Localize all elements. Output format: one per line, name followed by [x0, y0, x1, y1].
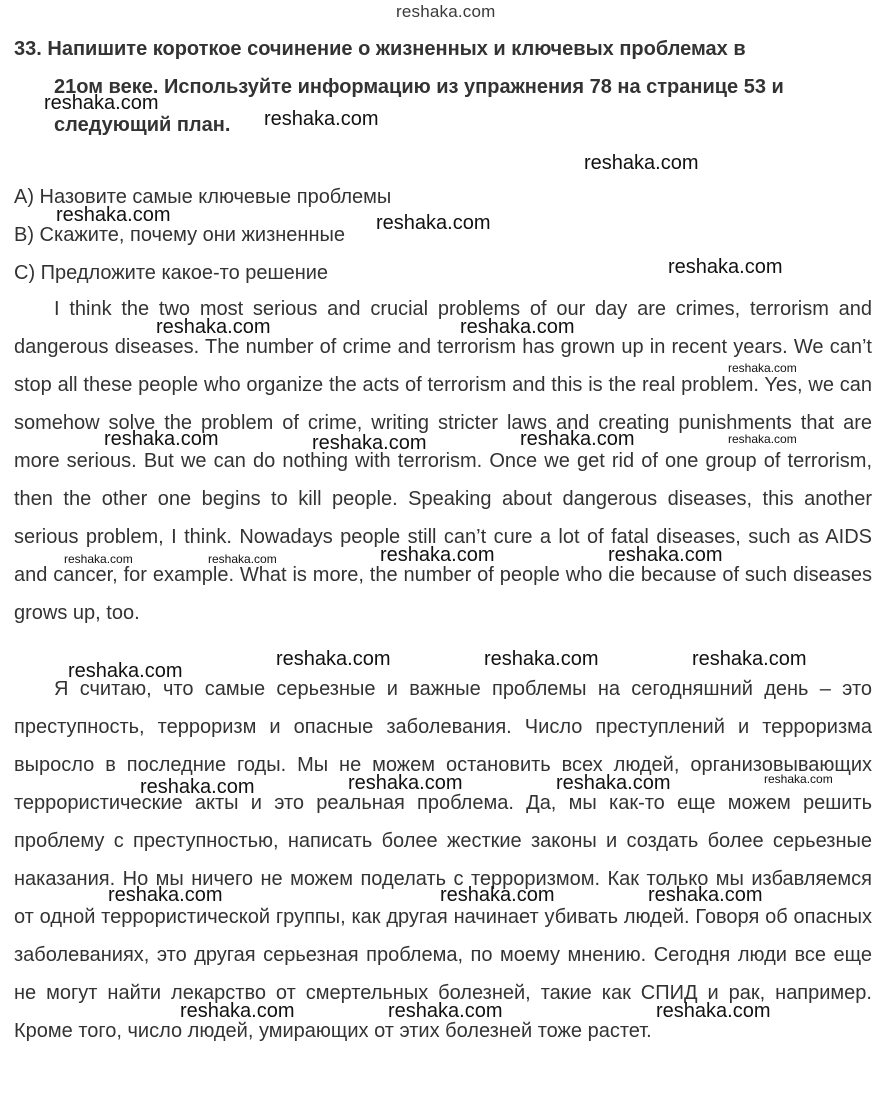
watermark: reshaka.com — [140, 776, 255, 798]
watermark: reshaka.com — [376, 212, 491, 234]
watermark: reshaka.com — [180, 1000, 295, 1022]
plan-item-b: B) Скажите, почему они жизненные — [14, 224, 345, 246]
watermark: reshaka.com — [608, 544, 723, 566]
task-line-2: 21ом веке. Используйте информацию из упражнения 78 на странице 53 и — [54, 76, 784, 98]
watermark: reshaka.com — [460, 316, 575, 338]
watermark: reshaka.com — [44, 92, 159, 114]
watermark: reshaka.com — [264, 108, 379, 130]
watermark: reshaka.com — [764, 772, 833, 786]
watermark: reshaka.com — [208, 552, 277, 566]
watermark: reshaka.com — [556, 772, 671, 794]
watermark: reshaka.com — [380, 544, 495, 566]
watermark: reshaka.com — [68, 660, 183, 682]
watermark: reshaka.com — [656, 1000, 771, 1022]
watermark: reshaka.com — [692, 648, 807, 670]
watermark: reshaka.com — [312, 432, 427, 454]
watermark: reshaka.com — [484, 648, 599, 670]
watermark: reshaka.com — [64, 552, 133, 566]
plan-item-c: C) Предложите какое-то решение — [14, 262, 329, 284]
task-line-1-text: Напишите короткое сочинение о жизненных и ключевых проблемах в — [47, 38, 746, 60]
watermark: reshaka.com — [388, 1000, 503, 1022]
watermark: reshaka.com — [156, 316, 271, 338]
watermark: reshaka.com — [520, 428, 635, 450]
watermark: reshaka.com — [668, 256, 783, 278]
watermark: reshaka.com — [348, 772, 463, 794]
plan-item-a: A) Назовите самые ключевые проблемы — [14, 186, 392, 208]
task-heading — [14, 30, 874, 144]
watermark: reshaka.com — [276, 648, 391, 670]
task-number: 33. — [14, 38, 42, 60]
watermark: reshaka.com — [108, 884, 223, 906]
watermark: reshaka.com — [440, 884, 555, 906]
russian-paragraph: Я считаю, что самые серьезные и важные проблемы на сегодняшний день – это преступность, терроризм и опасные заболевания. Число преступлений и терроризма выросло в последние годы. Мы не можем остановить всех людей, организовывающих террористические акты и это реальная проблема. Да, мы как-то еще можем решить проблему с преступностью, написать более жесткие законы и создать более серьезные наказания. Но мы ничего не можем поделать с терроризмом. Как только мы избавляемся от одной террористической группы, как другая начинает убивать людей. Говоря об опасных заболеваниях, это другая серьезная проблема, по моему мнению. Сегодня люди все еще не могут найти лекарство от смертельных болезней, такие как СПИД и рак, например. Кроме того, число людей, умирающих от этих болезней тоже растет. — [14, 678, 872, 1042]
task-line-1 — [14, 30, 874, 68]
watermark: reshaka.com — [648, 884, 763, 906]
watermark: reshaka.com — [728, 361, 797, 375]
english-paragraph: I think the two most serious and crucial problems of our day are crimes, terrorism and dangerous diseases. The number of crime and terrorism has grown up in recent years. We can’t stop all these people who organize the acts of terrorism and this is the real problem. Yes, we can somehow solve the problem of crime, writing stricter laws and creating punishments that are more serious. But we can do nothing with terrorism. Once we get rid of one group of terrorism, then the other one begins to kill people. Speaking about dangerous diseases, this another serious problem, I think. Nowadays people still can’t cure a lot of fatal diseases, such as AIDS and cancer, for example. What is more, the number of people who die because of such diseases grows up, too. — [14, 298, 872, 624]
watermark: reshaka.com — [728, 432, 797, 446]
plan-list — [14, 178, 391, 292]
english-essay — [14, 290, 872, 632]
russian-essay — [14, 670, 872, 1050]
watermark: reshaka.com — [56, 204, 171, 226]
watermark: reshaka.com — [584, 152, 699, 174]
header-watermark: reshaka.com — [396, 2, 496, 21]
watermark: reshaka.com — [104, 428, 219, 450]
task-line-3: следующий план. — [54, 114, 231, 136]
